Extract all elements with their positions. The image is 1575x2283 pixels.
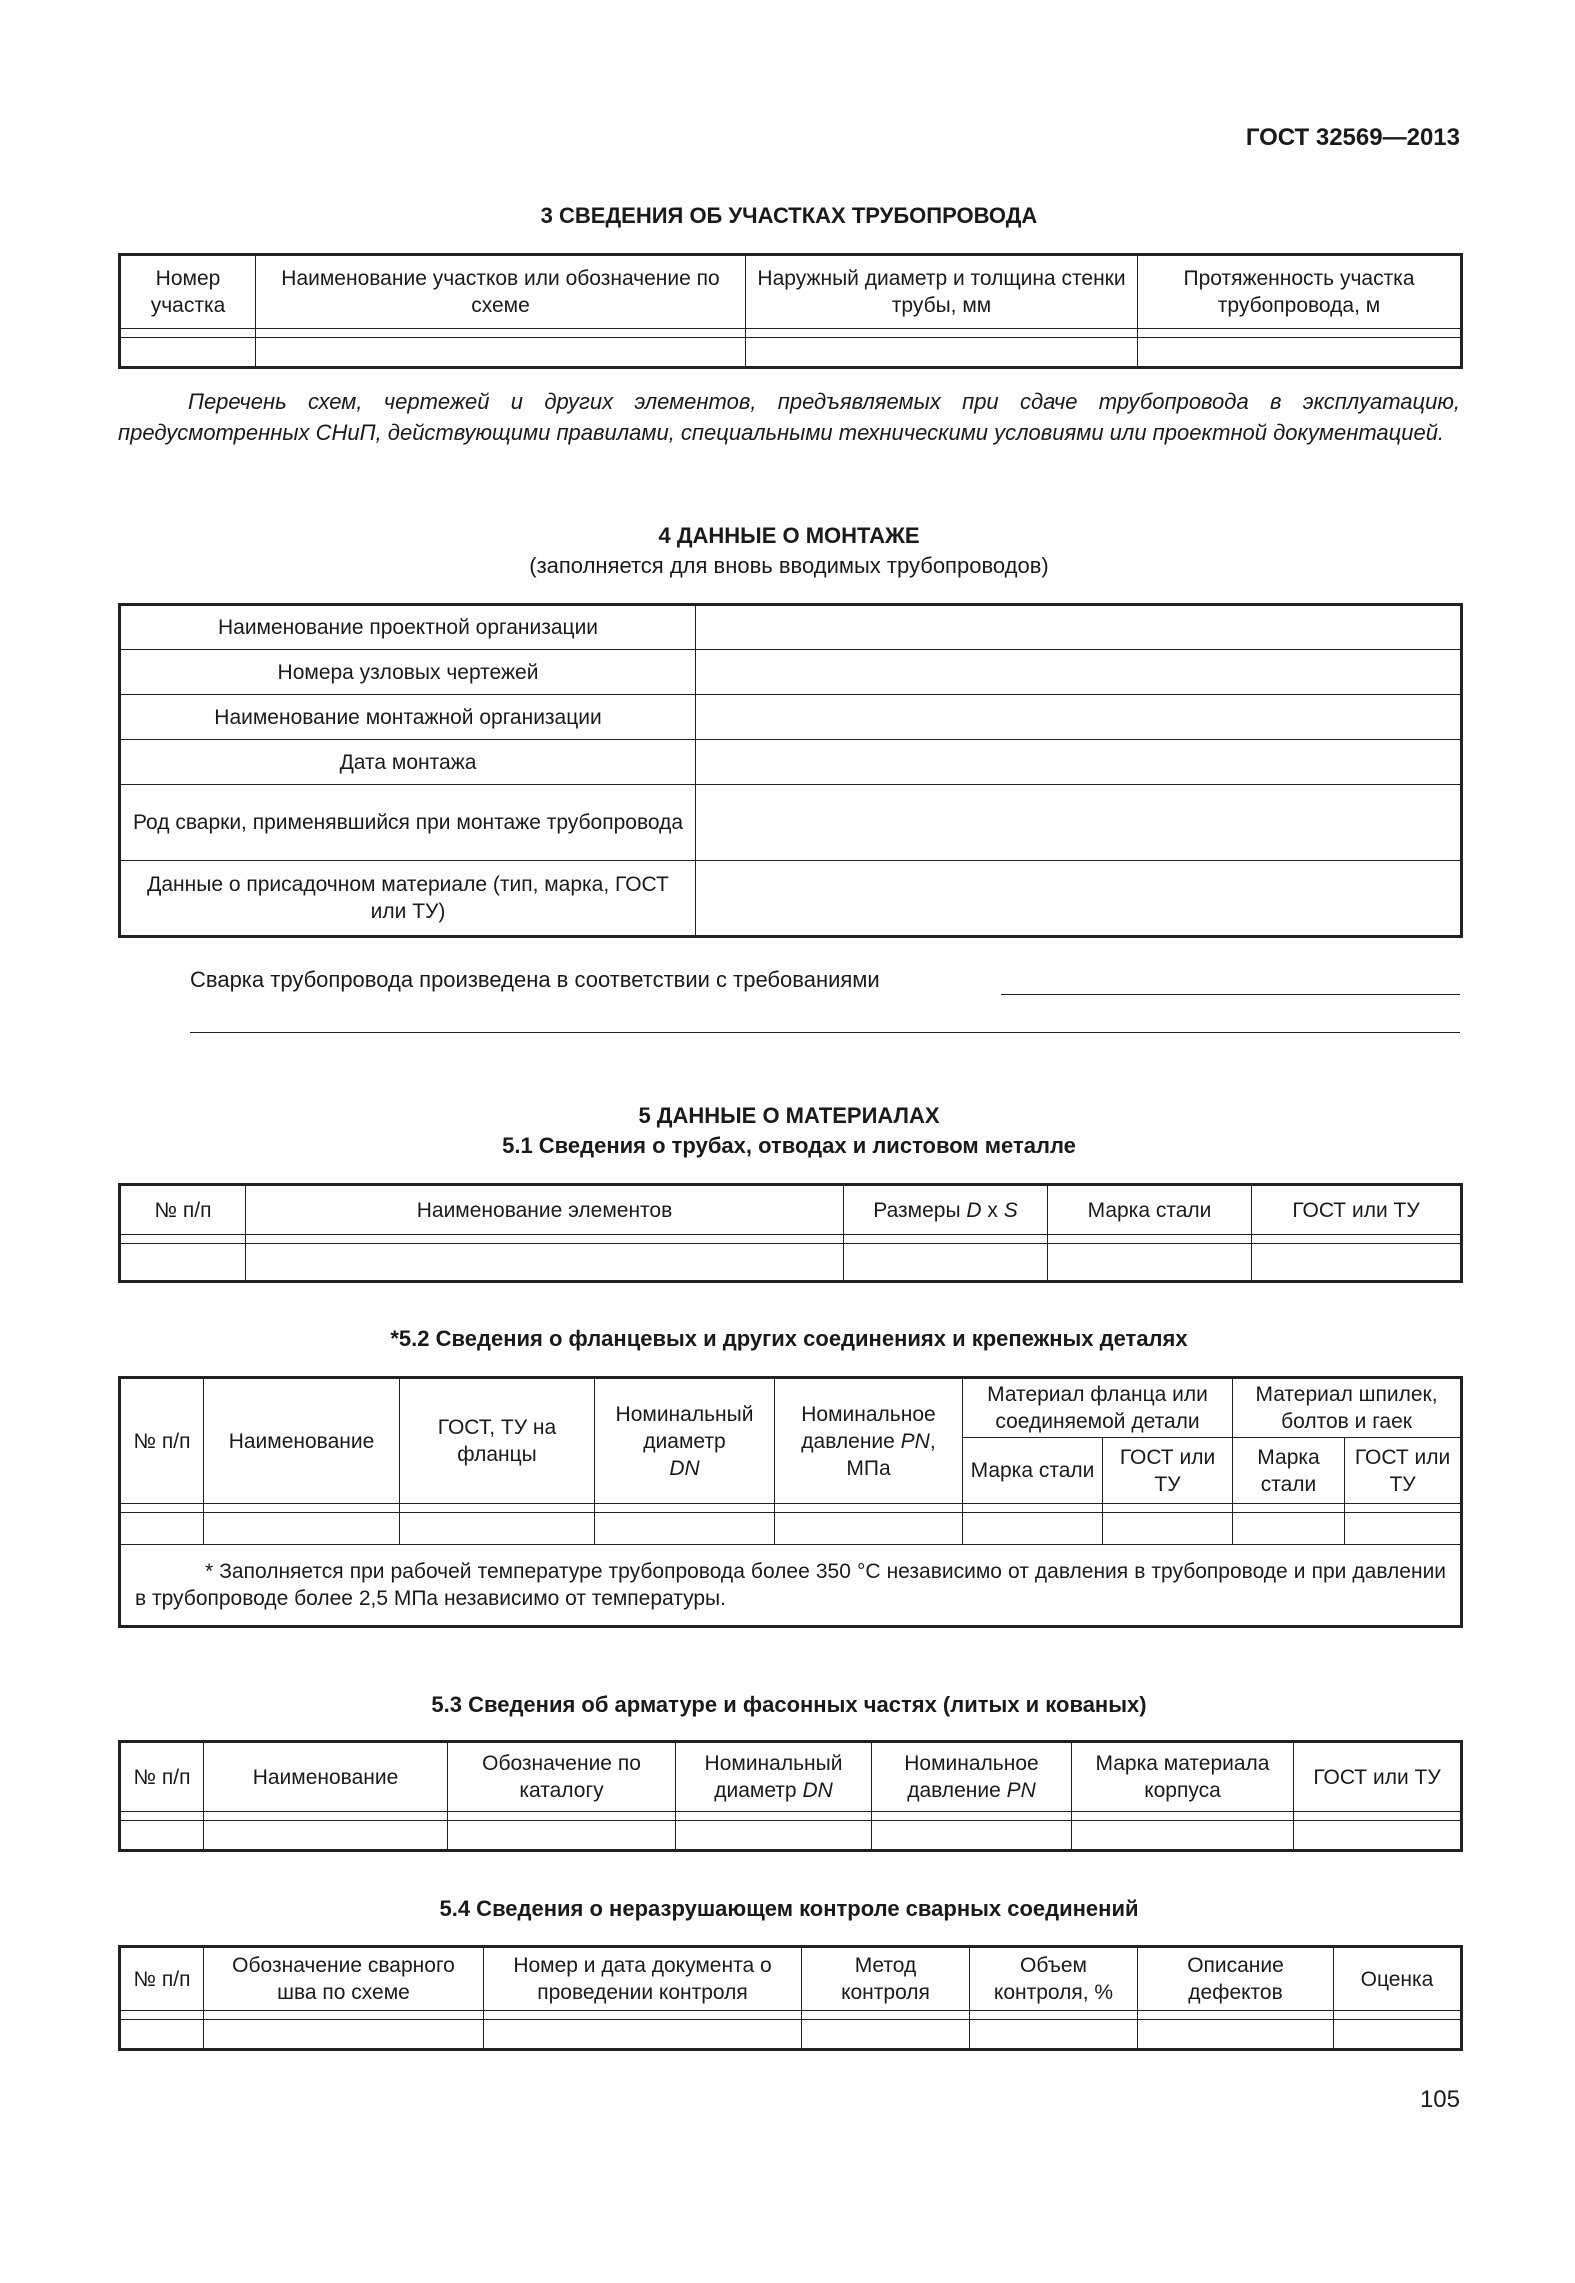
- col-header: Наименование элементов: [246, 1185, 844, 1235]
- row-label: Дата монтажа: [120, 740, 696, 785]
- col-header: Наименование: [204, 1742, 448, 1812]
- row-label: Род сварки, применявшийся при монтаже трубопровода: [120, 785, 696, 861]
- table-cell: [696, 605, 1462, 650]
- row-label: Наименование монтажной организации: [120, 695, 696, 740]
- fill-line: [1001, 962, 1460, 995]
- section-3-table: [118, 253, 1463, 369]
- welding-text: Сварка трубопровода произведена в соответствии с требованиями: [190, 967, 880, 992]
- col-header: Номер участка: [120, 255, 256, 329]
- col-header: Обозначение сварного шва по схеме: [204, 1947, 484, 2011]
- section-5-2-title: *5.2 Сведения о фланцевых и других соединениях и крепежных деталях: [390, 1326, 1188, 1351]
- table-cell: [120, 338, 256, 368]
- col-header: № п/п: [120, 1378, 204, 1504]
- section-4-table: [118, 603, 1463, 938]
- table-cell: [696, 695, 1462, 740]
- document-header: ГОСТ 32569—2013: [1245, 124, 1460, 151]
- section-5-title: 5 ДАННЫЕ О МАТЕРИАЛАХ: [638, 1103, 940, 1128]
- col-header: Наименование участков или обозначение по схеме: [256, 255, 746, 329]
- col-header: Материал шпилек, болтов и гаек: [1233, 1378, 1462, 1438]
- page-number: 105: [1419, 2086, 1460, 2113]
- section-5-2-footnote: * Заполняется при рабочей температуре трубопровода более 350 °С независимо от давления в трубопроводе и при давлении в трубопроводе более 2,5 МПа независимо от температуры.: [120, 1545, 1462, 1627]
- col-header: Номинальное давление PN: [872, 1742, 1072, 1812]
- col-header: ГОСТ или ТУ: [1103, 1438, 1233, 1504]
- section-4-subtitle: (заполняется для вновь вводимых трубопроводов): [529, 553, 1049, 578]
- col-header: Описание дефектов: [1138, 1947, 1334, 2011]
- row-label: Наименование проектной организации: [120, 605, 696, 650]
- col-header: № п/п: [120, 1185, 246, 1235]
- col-header: Номинальный диаметр DN: [595, 1378, 775, 1504]
- col-header: Материал фланца или соединяемой детали: [963, 1378, 1233, 1438]
- col-header: Марка материала корпуса: [1072, 1742, 1294, 1812]
- table-cell: [696, 650, 1462, 695]
- table-cell: [256, 338, 746, 368]
- section-5-1-table: [118, 1183, 1463, 1283]
- col-header: Наружный диаметр и толщина стенки трубы, мм: [746, 255, 1138, 329]
- col-header: Марка стали: [1048, 1185, 1252, 1235]
- table-cell: [696, 861, 1462, 937]
- table-cell: [746, 338, 1138, 368]
- section-5-3-table: [118, 1740, 1463, 1852]
- section-3-note: Перечень схем, чертежей и других элементов, предъявляемых при сдаче трубопровода в эксплуатацию, предусмотренных СНиП, действующими правилами, специальными техническими условиями или проектной документацией.: [118, 389, 1460, 445]
- table-cell: [1138, 338, 1462, 368]
- col-header: Метод контроля: [802, 1947, 970, 2011]
- section-5-2-table: [118, 1376, 1463, 1628]
- row-label: Данные о присадочном материале (тип, марка, ГОСТ или ТУ): [120, 861, 696, 937]
- fill-line: [190, 1000, 1460, 1033]
- col-header: ГОСТ, ТУ на фланцы: [400, 1378, 595, 1504]
- col-header: Наименование: [204, 1378, 400, 1504]
- col-header: Обозначение по каталогу: [448, 1742, 676, 1812]
- col-header: Размеры D х S: [844, 1185, 1048, 1235]
- section-5-3-title: 5.3 Сведения об арматуре и фасонных частях (литых и кованых): [431, 1692, 1147, 1717]
- col-header: № п/п: [120, 1742, 204, 1812]
- col-header: ГОСТ или ТУ: [1252, 1185, 1462, 1235]
- col-header: Протяженность участка трубопровода, м: [1138, 255, 1462, 329]
- col-header: Марка стали: [963, 1438, 1103, 1504]
- col-header: Номинальное давление PN, МПа: [775, 1378, 963, 1504]
- col-header: Оценка: [1334, 1947, 1462, 2011]
- section-5-4-table: [118, 1945, 1463, 2051]
- section-5-4-title: 5.4 Сведения о неразрушающем контроле сварных соединений: [439, 1896, 1139, 1921]
- section-4-title: 4 ДАННЫЕ О МОНТАЖЕ: [658, 523, 920, 548]
- row-label: Номера узловых чертежей: [120, 650, 696, 695]
- section-5-1-title: 5.1 Сведения о трубах, отводах и листовом металле: [502, 1133, 1076, 1158]
- table-cell: [696, 740, 1462, 785]
- col-header: Марка стали: [1233, 1438, 1345, 1504]
- col-header: Объем контроля, %: [970, 1947, 1138, 2011]
- col-header: № п/п: [120, 1947, 204, 2011]
- col-header: ГОСТ или ТУ: [1294, 1742, 1462, 1812]
- section-3-title: 3 СВЕДЕНИЯ ОБ УЧАСТКАХ ТРУБОПРОВОДА: [540, 203, 1038, 228]
- col-header: ГОСТ или ТУ: [1345, 1438, 1462, 1504]
- col-header: Номер и дата документа о проведении контроля: [484, 1947, 802, 2011]
- col-header: Номинальный диаметр DN: [676, 1742, 872, 1812]
- table-cell: [696, 785, 1462, 861]
